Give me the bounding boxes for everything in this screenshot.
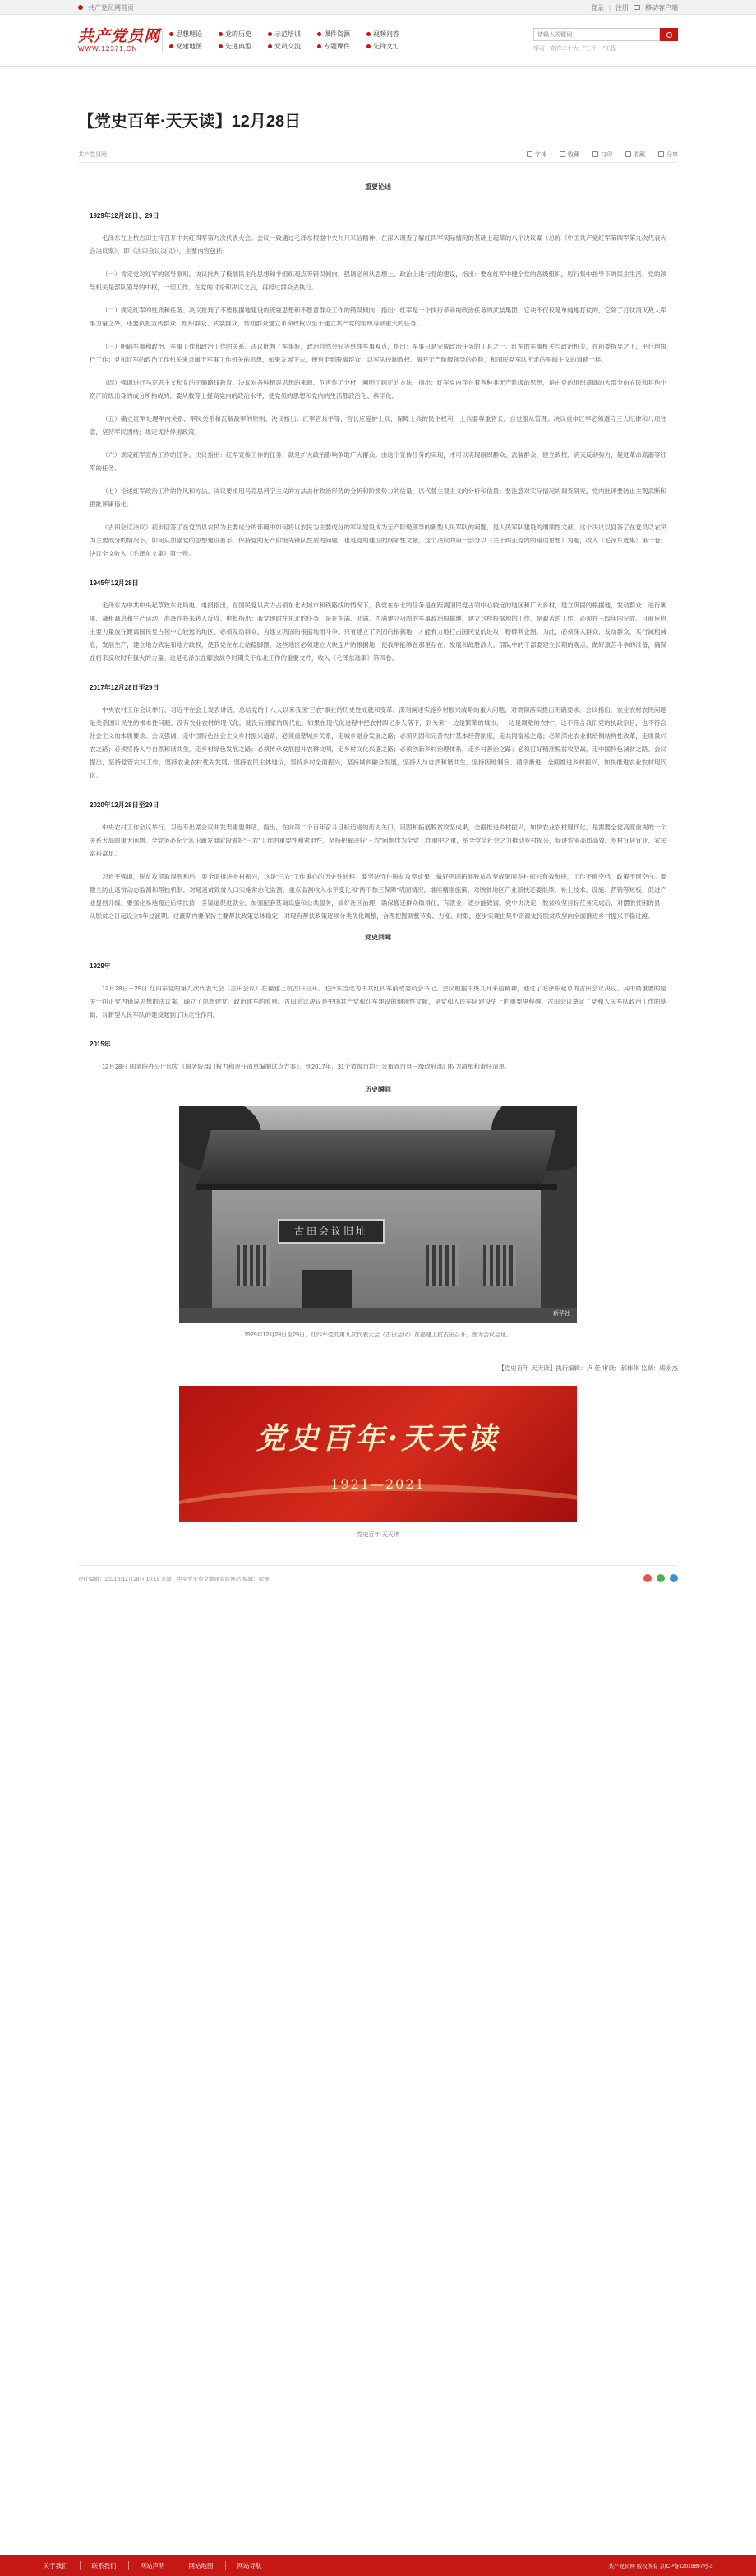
mobile-link[interactable]: 移动客户端 [645,3,678,12]
print-icon [592,151,598,157]
article-footer [78,1565,678,1582]
nav-item[interactable]: 党员交流 [268,40,314,53]
register-link[interactable]: 注册 [615,3,629,12]
nav-dot-icon [268,32,272,36]
search-area [533,28,678,53]
hot-word[interactable]: "三个一"工程 [583,46,616,52]
footer-link[interactable]: 关于我们 [44,2561,81,2570]
mobile-icon [634,5,640,10]
nav-dot-icon [219,32,223,36]
nav-item[interactable]: 课件资源 [317,28,363,40]
date-heading: 2020年12月28日至29日 [90,801,159,809]
font-size-button[interactable]: 字体 [527,150,546,159]
banner-caption: 党史百年·天天读 [357,1532,399,1538]
date-heading: 1929年 [90,963,111,970]
main-nav [162,28,413,53]
logo-name: 共产党员网 [78,27,161,45]
date-heading: 1929年12月28日、29日 [90,212,159,219]
nav-item[interactable]: 先锋文汇 [366,40,413,53]
article-source: 共产党员网 [78,151,107,158]
article [78,110,678,1582]
paragraph: 习近平强调，脱贫攻坚取得胜利后，要全面推进乡村振兴，这是“三农”工作重心的历史性转移。要坚决守住脱贫攻坚成果，做好巩固拓展脱贫攻坚成果同乡村振兴有效衔接，工作不留空档，政策不留空白。要健全防止返贫动态监测和帮扶机制，对易返贫致贫人口实施常态化监测，重点监测收入水平变化和“两不愁三保障”巩固情况，继续精准施策。对脱贫地区产业帮扶还要继续，补上技术、设施、营销等短板，促进产业提档升级。要强化易地搬迁后续扶持，多渠道促进就业，加强配套基础设施和公共服务，搞好社区治理，确保搬迁群众稳得住、有就业、逐步能致富。党中央决定，脱贫攻坚目标任务完成后，对摆脱贫困的县，从脱贫之日起设立5年过渡期。过渡期内要保持主要帮扶政策总体稳定，对现有帮扶政策逐项分类优化调整，合理把握调整节奏、力度、时限，逐步实现由集中资源支持脱贫攻坚向全面推进乡村振兴平稳过渡。 [90,873,666,920]
copyright: 共产党员网 版权所有 京ICP备12018897号-3 [608,2563,713,2569]
history-figure [78,1085,678,1339]
footer-link[interactable]: 网站导航 [237,2561,262,2569]
photo-watermark: 新华社 [553,1311,570,1317]
section-heading: 党史回眸 [365,934,391,941]
paragraph: 12月28日－29日 红四军党的第九次代表大会（古田会议）在福建上杭古田召开。毛泽东当选为中共红四军前敌委员会书记。会议根据中央九月来信精神，通过了毛泽东起草的古田会议决议。其中最重要的是关于纠正党内错误思想的决议案，确立了思想建党、政治建军的原则。古田会议决议是中国共产党和红军建设的纲领性文献，是党和人民军队建设史上的重要里程碑。古田会议奠定了党和人民军队政治工作的基础，对新型人民军队的建设起到了决定性作用。 [90,985,666,1018]
gutian-photo [179,1106,577,1323]
search-icon [666,32,672,38]
bookmark-icon [625,151,631,157]
site-footer [0,2555,756,2576]
footer-link[interactable]: 网站声明 [141,2561,177,2570]
paragraph: 毛泽东为中共中央起草致东北局电。电报指出，在国民党以武力占领东北大城市和铁路线的情况下，我党在东北的任务是在距离国民党占领中心较远的地区和广大乡村，建立巩固的根据地，发动群众，进行剿匪、减租减息和生产运动，准备在将来转入反攻。电报指出：我党现时在东北的任务，是在东满、北满、西满建立巩固的军事政治根据地，建立这样根据地的工作，是艰苦的工作，必须在三四年内完成。目前应将主要力量放在距离国民党占领中心较远的地区，必须发动群众，为建立巩固的根据地而斗争。只有建立了巩固的根据地，才能有力地打击国民党的进攻，粉碎其企图。为此，必须深入群众，发动群众，实行减租减息，发展生产，建立地方武装和地方政权，使我党在东北站稳脚跟。这些地区必须建立大块连片的根据地，使我军能够在那里存在、发展和战胜敌人。部队中的干部要建立长期的观点，做好艰苦斗争的准备，确保在将来反攻时有强大的力量。这是毛泽东在解放战争时期关于东北工作的重要文件，收入《毛泽东选集》第四卷。 [90,602,666,662]
header-divider [0,66,756,67]
nav-dot-icon [268,44,272,48]
top-bar: 共产党员网首页 登录 | 注册 移动客户端 [0,0,756,15]
nav-item[interactable]: 党的历史 [219,28,265,40]
footer-link[interactable]: 联系我们 [92,2561,129,2570]
login-link[interactable]: 登录 [590,3,604,12]
favorite-button[interactable]: 收藏 [560,150,579,159]
article-body [78,182,678,1073]
article-meta [78,150,678,163]
series-banner [179,1386,577,1522]
nav-item[interactable]: 视频问答 [366,28,413,40]
page-title: 【党史百年·天天读】12月28日 [78,113,302,131]
print-button[interactable]: 打印 [592,150,612,159]
nav-dot-icon [169,44,173,48]
nav-item[interactable]: 示范培训 [268,28,314,40]
share-button[interactable]: 分享 [658,150,678,159]
nav-item[interactable]: 思想理论 [169,28,215,40]
collect-button[interactable]: 收藏 [625,150,645,159]
hot-word[interactable]: 党的二十大 [550,46,579,52]
figure-caption: 1929年12月28日至29日，红四军党的第九次代表大会（古田会议）在福建上杭古田召开。图为会议会址。 [244,1332,512,1338]
share-icons [643,1574,678,1582]
date-heading: 1945年12月28日 [90,579,139,587]
site-header [78,15,678,66]
paragraph: 12月28日 国务院办公厅印发《国务院部门权力和责任清单编制试点方案》。到2017年，31个省级市均已公布省市县三级政府部门权力清单和责任清单。 [102,1063,511,1070]
banner-title: 党史百年·天天读 [256,1421,500,1456]
qq-icon[interactable] [670,1574,678,1582]
site-logo[interactable] [78,24,161,57]
article-tools [527,150,678,159]
paragraph: （二）规定红军的性质和任务。决议批判了不要根据地建设的流寇思想和不愿意群众工作的错误倾向，指出：红军是一个执行革命的政治任务的武装集团，它决不仅仅是单纯地打仗的，它除了打仗消灭敌人军事力量之外，还要负担宣传群众、组织群众、武装群众、帮助群众建立革命政权以至于建立共产党的组织等项重大的任务。 [90,307,666,327]
nav-dot-icon [219,44,223,48]
paragraph: （三）明确军事和政治、军事工作和政治工作的关系。决议批判了军事好，政治自然会好等单纯军事观点，指出：军事只是完成政治任务的工具之一。红军的军事机关与政治机关，在前委指导之下，平行地执行工作；党和红军的政治工作机关来隶属于军事工作机关的思想，如果发展下去，便有走到脱离群众、以军队控制政权、离开无产阶级领导的危险，和国民党军队所走的军阀主义的道路一样。 [90,343,666,363]
figure-title: 历史瞬间 [365,1086,391,1093]
top-home-link[interactable]: 共产党员网首页 [88,3,134,12]
hot-words [533,44,678,53]
paragraph: （七）论述红军政治工作的作风和方法。决议要求用马克思列宁主义的方法去作政治形势的分析和阶级势力的估量，以代替主观主义的分析和估量；要注意对实际情况的调查研究，党内批评要防止主观武断和把批评庸俗化。 [90,487,666,508]
paragraph: 《古田会议决议》初步回答了在党员以农民为主要成分的环境中如何将以农民为主要成分的军队建设成为无产阶级领导的新型人民军队的问题，是人民军队建设的纲领性文献。这个决议以回答了在党员以农民为主要成分的情况下，如何从加强党的思想建设着手，保持党的无产阶级先锋队性质的问题，也是党的建设的纲领性文献。这个决议的第一部分以《关于纠正党内的错误思想》为题，收入《毛泽东选集》第一卷；决议全文收入《毛泽东文集》第一卷。 [90,524,666,557]
section-heading: 重要论述 [365,183,391,191]
paragraph: （五）确立红军处理军内关系、军民关系和瓦解敌军的原则。决议指出：红军官兵平等，官长应爱护士兵，保障士兵的民主权利，士兵要尊重官长，自觉服从管理。决议重申红军必须遵守三大纪律和八项注意，坚持军民团结；规定优待俘虏政策。 [90,415,666,436]
paragraph: （四）强调进行马克思主义和党的正确路线教育。决议对各种错误思想的来源、危害作了分析，阐明了纠正的方法，指出：红军党内存在着各种非无产阶级的思想，是由党的组织基础的大部分由农民和其他小资产阶级出身的成分所构成的，要从教育上提高党内的政治水平，使党员的思想和党内的生活都政治化、科学化。 [90,379,666,399]
banner-years: 1921—2021 [330,1476,426,1492]
paragraph: 中央农村工作会议举行。习近平在会上发表讲话，总结党的十八大以来我国“三农”事业的历史性成就和变革，深刻阐述实施乡村振兴战略的重大问题，对贯彻落实提出明确要求。会议指出，农业农村农民问题是关系国计民生的根本性问题。没有农业农村的现代化，就没有国家的现代化。如果在现代化进程中把农村四亿多人落下，到头来“一边是繁荣的城市、一边是凋敝的农村”，这不符合我们党的执政宗旨，也不符合社会主义的本质要求。会议强调，走中国特色社会主义乡村振兴道路，必须重塑城乡关系，走城乡融合发展之路；必须巩固和完善农村基本经营制度，走共同富裕之路；必须深化农业供给侧结构性改革，走质量兴农之路；必须坚持人与自然和谐共生，走乡村绿色发展之路；必须传承发展提升农耕文明，走乡村文化兴盛之路；必须创新乡村治理体系，走乡村善治之路；必须打好精准脱贫攻坚战，走中国特色减贫之路。会议提出，坚持党管农村工作，坚持农业农村优先发展，坚持农民主体地位，坚持乡村全面振兴，坚持城乡融合发展，坚持人与自然和谐共生，坚持因地制宜、循序渐进，全面推进乡村振兴，加快推进农业农村现代化。 [90,706,666,779]
nav-item[interactable]: 专题课件 [317,40,363,53]
nav-item[interactable]: 先进典型 [219,40,265,53]
paragraph: 中央农村工作会议举行。习近平出席会议并发表重要讲话，指出，在向第二个百年奋斗目标迈进的历史关口，巩固和拓展脱贫攻坚成果，全面推进乡村振兴，加快农业农村现代化，是需要全党高度重视的一个关系大局的重大问题。全党务必充分认识新发展阶段做好“三农”工作的重要性和紧迫性，坚持把解决好“三农”问题作为全党工作重中之重，举全党全社会之力推动乡村振兴，促进农业高质高效、乡村宜居宜业、农民富裕富足。 [90,824,666,857]
search-input[interactable] [533,28,660,41]
logo-url: WWW.12371.CN [78,45,138,53]
article-footer-text: 责任编辑：2021年12月28日 10:15 来源：中央党史和文献研究院网站 编辑：徐琴 [78,1576,270,1582]
footer-link[interactable]: 网站地图 [189,2561,226,2570]
building-plaque: 古田会议旧址 [278,1219,385,1244]
search-button[interactable] [660,28,678,41]
nav-dot-icon [366,32,371,36]
star-icon [560,151,565,157]
paragraph: （六）规定红军宣传工作的任务。决议指出：红军宣传工作的任务，就是扩大政治影响争取广大群众。由这个宣传任务的实现，才可以实现组织群众、武装群众、建立政权、消灭反动势力，促进革命高潮等红军的任务。 [90,451,666,472]
date-heading: 2015年 [90,1041,111,1048]
nav-item[interactable]: 党建地图 [169,40,215,53]
nav-dot-icon [366,44,371,48]
weibo-icon[interactable] [643,1574,652,1582]
font-icon [527,151,532,157]
editor-credits: 【党史百年·天天读】执行编辑：卢 佳 审读：郝伟伟 监制：班永杰 [498,1364,678,1372]
share-icon [658,151,664,157]
date-heading: 2017年12月28日至29日 [90,684,159,691]
hot-word[interactable]: 学习 [533,46,545,52]
nav-dot-icon [317,44,321,48]
home-icon [78,5,83,10]
nav-dot-icon [317,32,321,36]
paragraph: 毛泽东在上杭古田主持召开中共红四军第九次代表大会。会议一致通过毛泽东根据中央九月来信精神、在深入调查了解红四军实际情况的基础上起草的八个决议案（总称《中国共产党红军第四军第九次代表大会决议案》，即《古田会议决议》），主要内容包括： [90,234,666,255]
nav-dot-icon [169,32,173,36]
paragraph: （一）肯定党对红军的领导原则。决议批判了极端民主化思想和非组织观点等错误倾向，强调必须从思想上、政治上进行党的建设，指出：要在红军中健全党的各级组织，厉行集中指导下的民主生活，党的领导机关是部队领导的中枢，一切工作，在党的讨论和决议之后，再经过群众去执行。 [90,270,666,291]
wechat-icon[interactable] [657,1574,665,1582]
